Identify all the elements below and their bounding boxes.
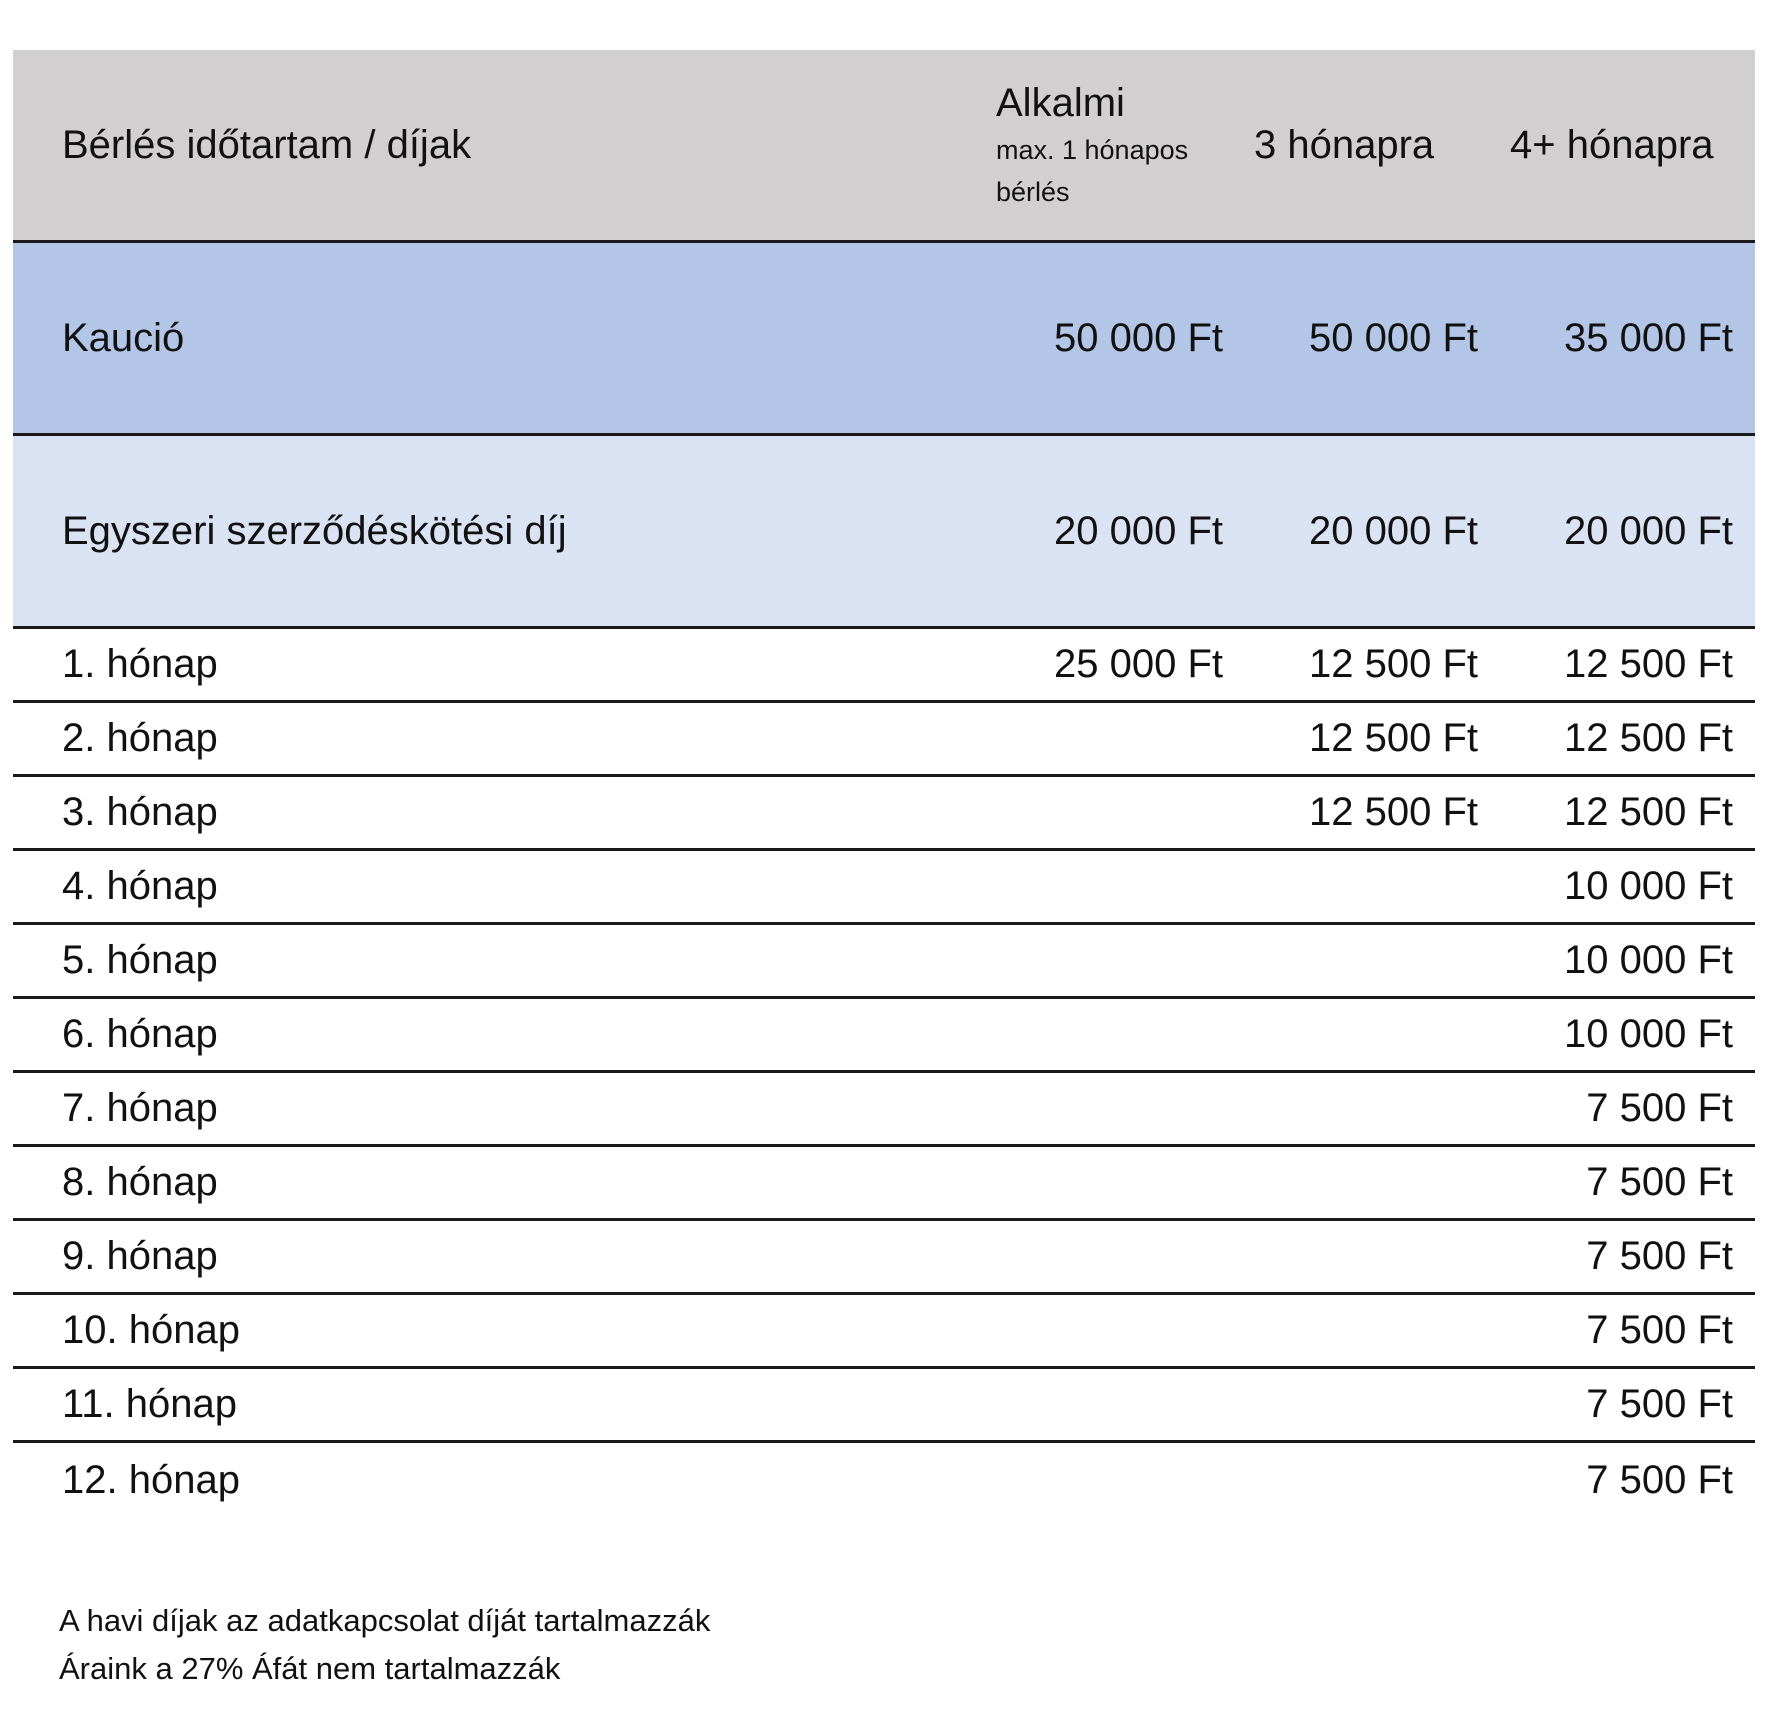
table-row-month-1	[13, 629, 1755, 703]
table-row-month-4	[13, 851, 1755, 925]
footnote-vat-excluded: Áraink a 27% Áfát nem tartalmazzák	[59, 1651, 561, 1686]
header-col-alkalmi-subtitle-1: max. 1 hónapos	[996, 135, 1189, 165]
table-header	[13, 50, 1755, 243]
header-col-alkalmi-subtitle-2: bérlés	[996, 177, 1070, 207]
cell-3-months: 20 000 Ft	[1308, 508, 1478, 553]
cell-4-plus-months: 7 500 Ft	[1586, 1457, 1733, 1502]
cell-4-plus-months: 7 500 Ft	[1586, 1160, 1733, 1204]
cell-4-plus-months: 10 000 Ft	[1563, 938, 1733, 982]
table-row-month-3	[13, 777, 1755, 851]
row-label: 6. hónap	[62, 1012, 218, 1056]
cell-4-plus-months: 12 500 Ft	[1563, 642, 1733, 686]
pricing-table	[13, 50, 1755, 1517]
cell-4-plus-months: 7 500 Ft	[1586, 1308, 1733, 1352]
cell-3-months: 50 000 Ft	[1308, 315, 1478, 360]
cell-4-plus-months: 7 500 Ft	[1586, 1234, 1733, 1278]
row-label: 7. hónap	[62, 1086, 218, 1130]
cell-4-plus-months: 12 500 Ft	[1563, 716, 1733, 760]
table-row-month-8	[13, 1147, 1755, 1221]
cell-4-plus-months: 20 000 Ft	[1563, 508, 1733, 553]
cell-3-months: 12 500 Ft	[1308, 716, 1478, 760]
cell-4-plus-months: 10 000 Ft	[1563, 1012, 1733, 1056]
row-label: 3. hónap	[62, 790, 218, 834]
cell-4-plus-months: 7 500 Ft	[1586, 1382, 1733, 1426]
row-label: 5. hónap	[62, 938, 218, 982]
row-label: 10. hónap	[62, 1308, 240, 1352]
table-row-month-10	[13, 1295, 1755, 1369]
cell-3-months: 12 500 Ft	[1308, 642, 1478, 686]
table-row-month-11	[13, 1369, 1755, 1443]
footnotes	[59, 1597, 710, 1693]
row-label: Egyszeri szerződéskötési díj	[62, 508, 567, 553]
table-row-kaucio	[13, 243, 1755, 436]
cell-alkalmi: 50 000 Ft	[1053, 315, 1223, 360]
cell-4-plus-months: 12 500 Ft	[1563, 790, 1733, 834]
row-label: 8. hónap	[62, 1160, 218, 1204]
table-row-egyszeri	[13, 436, 1755, 629]
header-col-alkalmi-title: Alkalmi	[996, 81, 1125, 125]
row-label: 9. hónap	[62, 1234, 218, 1278]
header-col-4-plus-months: 4+ hónapra	[1510, 122, 1714, 167]
row-label: 12. hónap	[62, 1457, 240, 1502]
footnote-data-included: A havi díjak az adatkapcsolat díját tartalmazzák	[59, 1603, 711, 1638]
table-row-month-12	[13, 1443, 1755, 1517]
row-label: 2. hónap	[62, 716, 218, 760]
row-label: Kaució	[62, 315, 185, 360]
table-row-month-9	[13, 1221, 1755, 1295]
table-row-month-5	[13, 925, 1755, 999]
row-label: 11. hónap	[62, 1382, 237, 1426]
cell-alkalmi: 25 000 Ft	[1053, 642, 1223, 686]
header-col-alkalmi	[996, 50, 1188, 240]
table-row-month-6	[13, 999, 1755, 1073]
cell-4-plus-months: 10 000 Ft	[1563, 864, 1733, 908]
header-col-3-months: 3 hónapra	[1254, 122, 1435, 167]
cell-3-months: 12 500 Ft	[1308, 790, 1478, 834]
cell-4-plus-months: 35 000 Ft	[1563, 315, 1733, 360]
cell-4-plus-months: 7 500 Ft	[1586, 1086, 1733, 1130]
table-row-month-7	[13, 1073, 1755, 1147]
header-label: Bérlés időtartam / díjak	[62, 122, 472, 167]
row-label: 1. hónap	[62, 642, 218, 686]
row-label: 4. hónap	[62, 864, 218, 908]
table-row-month-2	[13, 703, 1755, 777]
cell-alkalmi: 20 000 Ft	[1053, 508, 1223, 553]
